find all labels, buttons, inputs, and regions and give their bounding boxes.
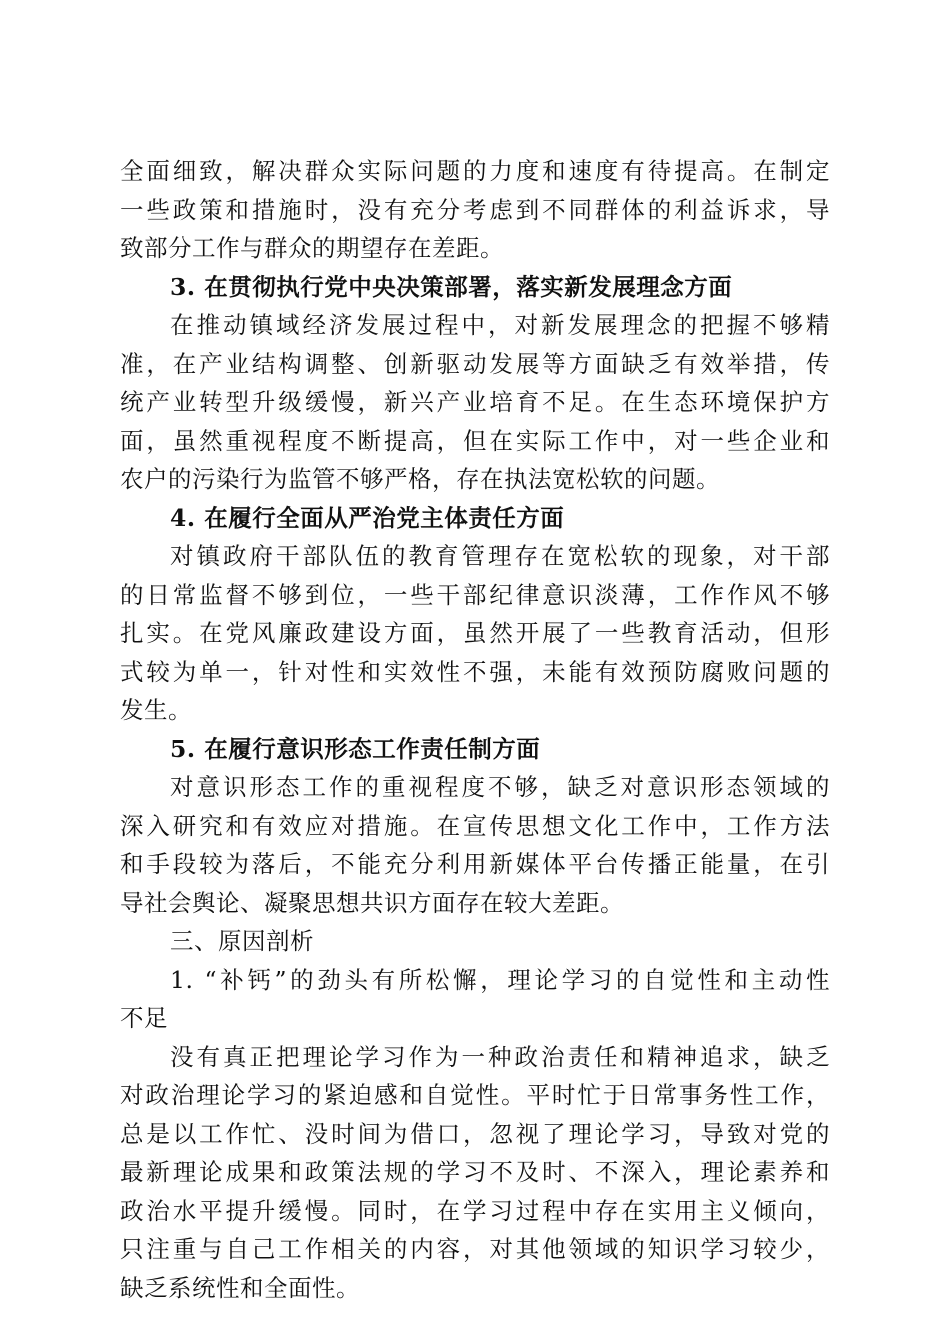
subheading: 1. “补钙”的劲头有所松懈，理论学习的自觉性和主动性: [170, 965, 830, 994]
text-line: 扎实。在党风廉政建设方面，虽然开展了一些教育活动，但形: [120, 619, 830, 647]
text-line: 对镇政府干部队伍的教育管理存在宽松软的现象，对干部: [170, 542, 830, 570]
subheading: 5. 在履行意识形态工作责任制方面: [170, 734, 541, 763]
subheading: 3. 在贯彻执行党中央决策部署，落实新发展理念方面: [170, 272, 733, 301]
text-line: 一些政策和措施时，没有充分考虑到不同群体的利益诉求，导: [120, 195, 830, 224]
text-line: 没有真正把理论学习作为一种政治责任和精神追求，缺乏: [170, 1042, 830, 1071]
text-line: 对政治理论学习的紧迫感和自觉性。平时忙于日常事务性工作，: [120, 1081, 830, 1109]
text-line: 全面细致，解决群众实际问题的力度和速度有待提高。在制定: [120, 157, 830, 185]
text-line: 准，在产业结构调整、创新驱动发展等方面缺乏有效举措，传: [120, 349, 830, 378]
text-line: 总是以工作忙、没时间为借口，忽视了理论学习，导致对党的: [120, 1119, 830, 1148]
text-line: 导社会舆论、凝聚思想共识方面存在较大差距。: [120, 888, 624, 917]
text-line: 只注重与自己工作相关的内容，对其他领域的知识学习较少，: [120, 1235, 830, 1263]
text-line: 在推动镇域经济发展过程中，对新发展理念的把握不够精: [170, 311, 830, 339]
text-line: 和手段较为落后，不能充分利用新媒体平台传播正能量，在引: [120, 850, 830, 878]
text-line: 致部分工作与群众的期望存在差距。: [120, 234, 504, 262]
text-line: 式较为单一，针对性和实效性不强，未能有效预防腐败问题的: [120, 657, 830, 686]
text-line: 缺乏系统性和全面性。: [120, 1273, 360, 1302]
text-line: 农户的污染行为监管不够严格，存在执法宽松软的问题。: [120, 465, 720, 493]
text-line: 统产业转型升级缓慢，新兴产业培育不足。在生态环境保护方: [120, 388, 830, 416]
text-line: 面，虽然重视程度不断提高，但在实际工作中，对一些企业和: [120, 426, 830, 455]
text-line: 的日常监督不够到位，一些干部纪律意识淡薄，工作作风不够: [120, 580, 830, 609]
text-line: 最新理论成果和政策法规的学习不及时、不深入，理论素养和: [120, 1158, 830, 1186]
subheading: 4. 在履行全面从严治党主体责任方面: [170, 503, 565, 532]
text-line: 不足: [120, 1004, 168, 1032]
text-line: 发生。: [120, 696, 192, 724]
text-line: 政治水平提升缓慢。同时，在学习过程中存在实用主义倾向，: [120, 1196, 830, 1225]
text-line: 对意识形态工作的重视程度不够，缺乏对意识形态领域的: [170, 773, 830, 801]
section-heading: 三、原因剖析: [170, 927, 314, 955]
document-page: [120, 152, 830, 1307]
text-line: 深入研究和有效应对措施。在宣传思想文化工作中，工作方法: [120, 811, 830, 840]
